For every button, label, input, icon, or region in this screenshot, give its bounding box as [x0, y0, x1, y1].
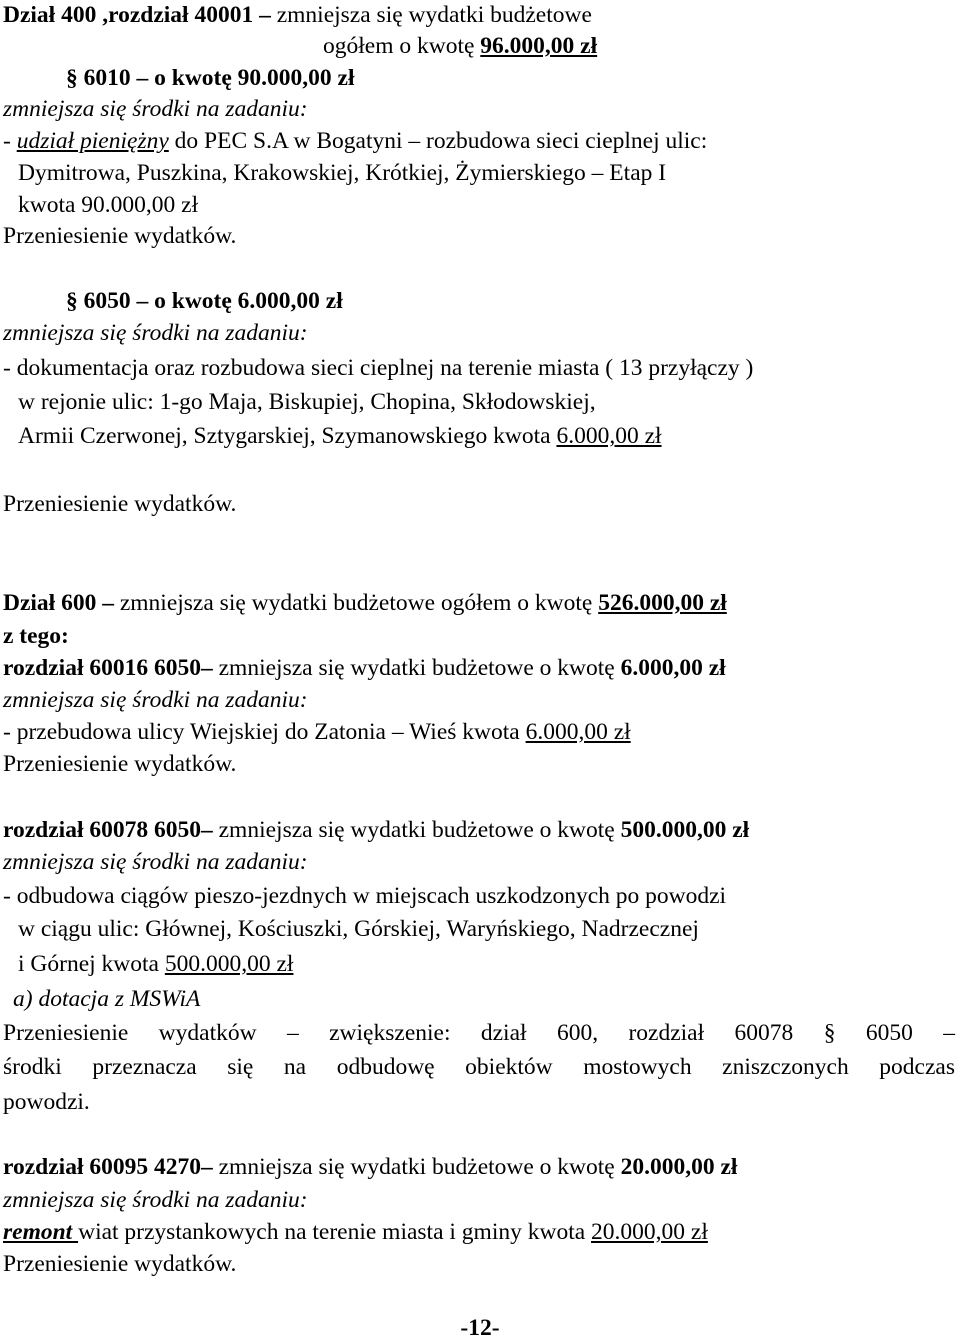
task-amount: 6.000,00 zł [525, 719, 631, 745]
task-line: w ciągu ulic: Głównej, Kościuszki, Górskiej, Waryńskiego, Nadrzecznej [18, 916, 699, 942]
section-600-heading [3, 588, 727, 618]
dash: - [3, 128, 17, 154]
heading-dzial-600: Dział 600 – [3, 590, 120, 616]
total-label: ogółem o kwotę [323, 33, 481, 59]
rozdzial-60078-heading [3, 815, 749, 845]
task-line: - dokumentacja oraz rozbudowa sieci cieplnej na terenie miasta ( 13 przyłączy ) [3, 355, 754, 381]
task-line: w rejonie ulic: 1-go Maja, Biskupiej, Chopina, Skłodowskiej, [18, 389, 596, 415]
task-label: zmniejsza się środki na zadaniu: [3, 687, 308, 713]
transfer-note: Przeniesienie wydatków. [3, 223, 237, 249]
task-amount: 6.000,00 zł [556, 423, 662, 449]
task-line [18, 949, 293, 979]
task-label: zmniejsza się środki na zadaniu: [3, 849, 308, 875]
task-text: do PEC S.A w Bogatyni – rozbudowa sieci cieplnej ulic: [168, 128, 708, 154]
rozdzial-label: rozdział 60095 4270– [3, 1154, 219, 1180]
remont-word: remont [3, 1219, 79, 1245]
heading-dzial-400: Dział 400 ,rozdział 40001 – [3, 2, 277, 28]
paragraph-6050: § 6050 – o kwotę 6.000,00 zł [66, 288, 343, 314]
task-label: zmniejsza się środki na zadaniu: [3, 96, 308, 122]
page-number: -12- [460, 1315, 500, 1341]
task-label: zmniejsza się środki na zadaniu: [3, 1187, 308, 1213]
heading-text: zmniejsza się wydatki budżetowe o kwotę [218, 655, 621, 681]
transfer-note: powodzi. [3, 1089, 90, 1115]
task-line: Dymitrowa, Puszkina, Krakowskiej, Krótkiej, Żymierskiego – Etap I [18, 160, 667, 186]
dotacja-note: a) dotacja z MSWiA [13, 986, 201, 1012]
task-line: - odbudowa ciągów pieszo-jezdnych w miejscach uszkodzonych po powodzi [3, 883, 727, 909]
heading-text: zmniejsza się wydatki budżetowe o kwotę [218, 1154, 621, 1180]
transfer-note: Przeniesienie wydatków. [3, 1251, 237, 1277]
total-amount: 6.000,00 zł [620, 655, 726, 681]
task-line [3, 126, 707, 156]
task-text: - przebudowa ulicy Wiejskiej do Zatonia – Wieś kwota [3, 719, 526, 745]
rozdzial-label: rozdział 60016 6050– [3, 655, 219, 681]
task-line [3, 717, 631, 747]
udzial-pieniezny: udział pieniężny [16, 128, 169, 154]
heading-text: zmniejsza się wydatki budżetowe ogółem o kwotę [119, 590, 599, 616]
rozdzial-label: rozdział 60078 6050– [3, 817, 219, 843]
task-label: zmniejsza się środki na zadaniu: [3, 320, 308, 346]
heading-text: zmniejsza się wydatki budżetowe o kwotę [218, 817, 621, 843]
transfer-note: środki przeznacza się na odbudowę obiektów mostowych zniszczonych podczas [3, 1054, 955, 1080]
section-400-heading [3, 0, 592, 30]
section-400-total [323, 31, 597, 61]
total-amount: 20.000,00 zł [620, 1154, 738, 1180]
task-text: i Górnej kwota [18, 951, 165, 977]
transfer-note: Przeniesienie wydatków – zwiększenie: dział 600, rozdział 60078 § 6050 – [3, 1020, 955, 1046]
task-amount: 20.000,00 zł [591, 1219, 708, 1245]
rozdzial-60095-heading [3, 1152, 737, 1182]
transfer-note: Przeniesienie wydatków. [3, 751, 237, 777]
transfer-note: Przeniesienie wydatków. [3, 491, 237, 517]
task-line [18, 421, 662, 451]
task-amount: 500.000,00 zł [164, 951, 294, 977]
paragraph-6010: § 6010 – o kwotę 90.000,00 zł [66, 65, 355, 91]
rozdzial-60016-heading [3, 653, 726, 683]
task-text: wiat przystankowych na terenie miasta i gminy kwota [78, 1219, 592, 1245]
task-text: Armii Czerwonej, Sztygarskiej, Szymanowskiego kwota [18, 423, 557, 449]
total-amount: 500.000,00 zł [620, 817, 750, 843]
task-line [3, 1217, 708, 1247]
task-amount: kwota 90.000,00 zł [18, 192, 199, 218]
total-amount: 96.000,00 zł [480, 33, 598, 59]
total-amount: 526.000,00 zł [598, 590, 727, 616]
heading-text: zmniejsza się wydatki budżetowe [276, 2, 592, 28]
z-tego: z tego: [3, 623, 69, 649]
